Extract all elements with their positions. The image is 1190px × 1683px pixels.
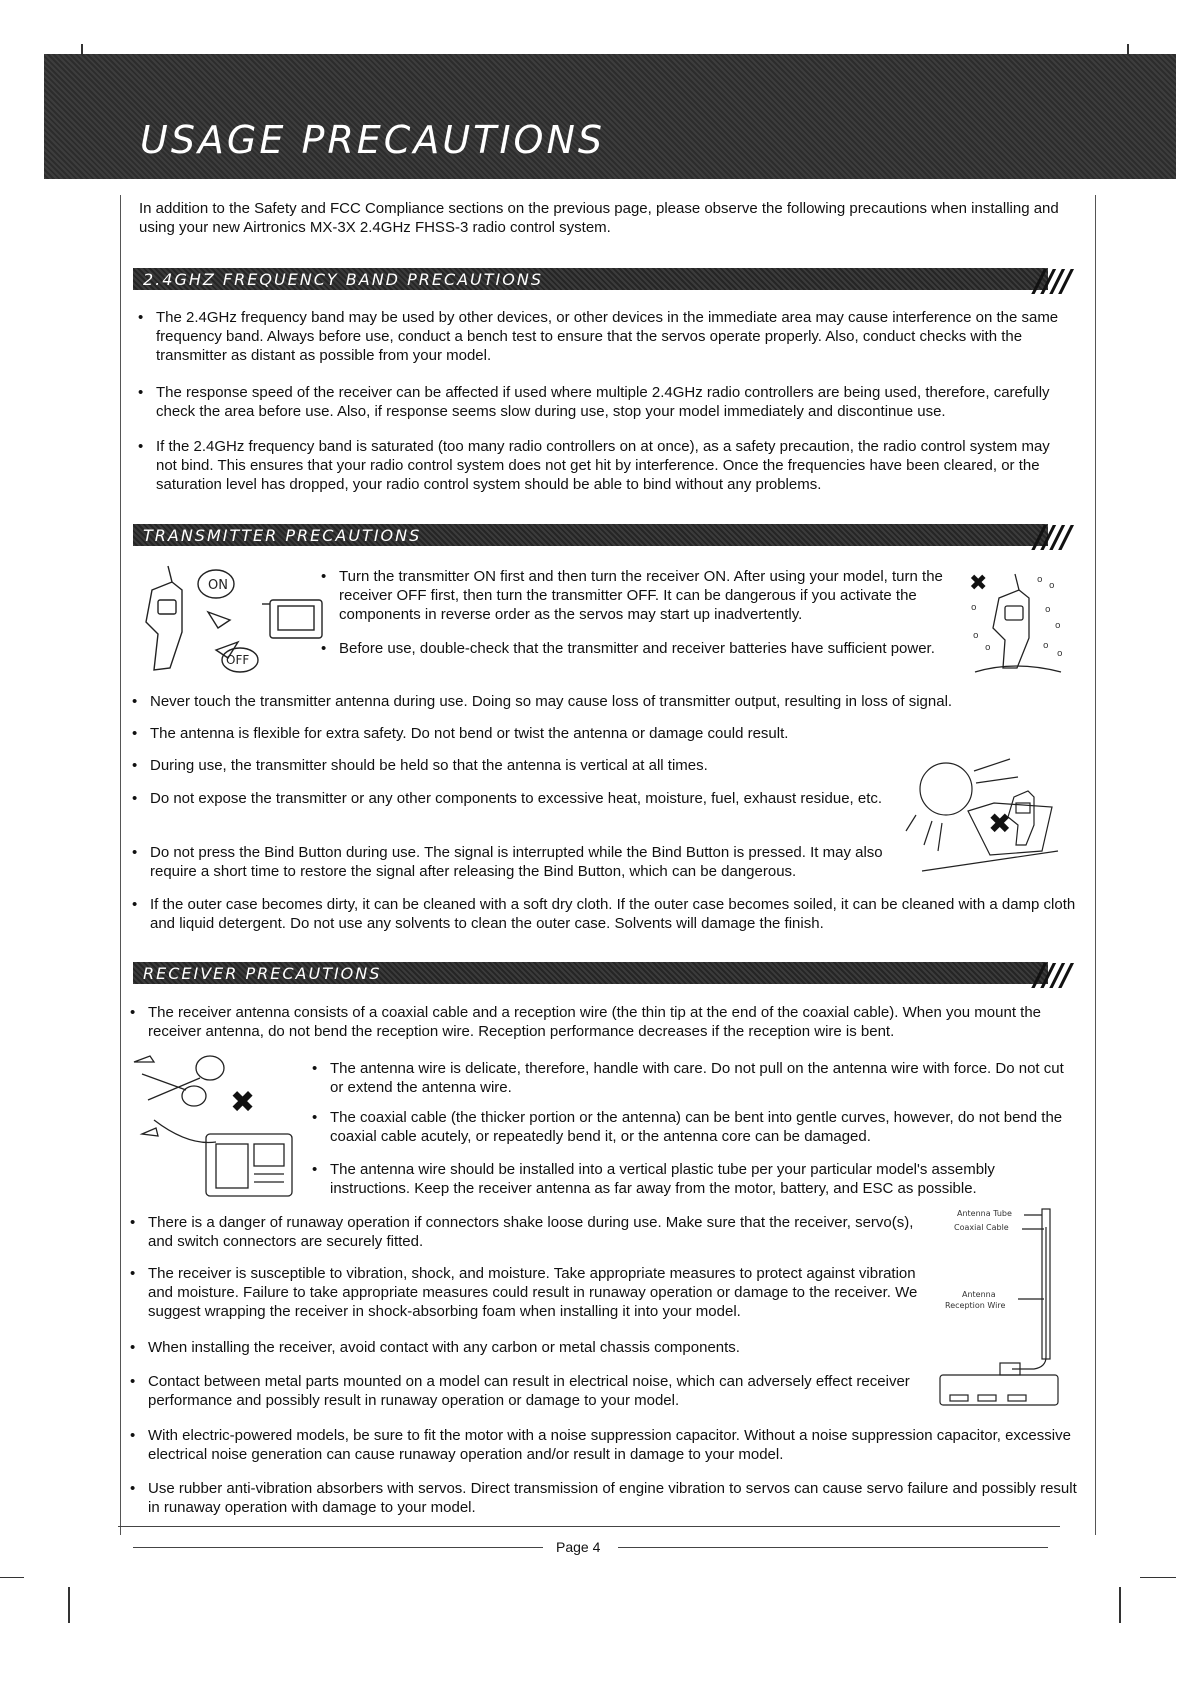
svg-text:o: o [1037, 575, 1043, 585]
list-item: • If the 2.4GHz frequency band is saturated (too many radio controllers on at once), as a safety precaution, the radio control system may not bind. This ensures that your radio control system does not get hit by interference. Once the frequencies have been cleared, or the saturation level has dropped, your radio control system should be able to bind without any problems. [156, 437, 1071, 494]
intro-paragraph: In addition to the Safety and FCC Compliance sections on the previous page, please observe the following precautions when installing and using your new Airtronics MX-3X 2.4GHz FHSS-3 radio control system. [139, 200, 1059, 236]
svg-text:✖: ✖ [230, 1085, 256, 1120]
sun-heat-illustration [902, 755, 1062, 875]
svg-text:o: o [1045, 605, 1051, 615]
svg-text:o: o [1055, 621, 1061, 631]
right-rule [1095, 195, 1096, 1535]
list-item: • The antenna is flexible for extra safety. Do not bend or twist the antenna or damage could result. [150, 724, 1080, 743]
slash-decoration: //// [1034, 958, 1070, 993]
crop-mark [68, 1587, 70, 1623]
svg-text:o: o [973, 631, 979, 641]
crop-mark [1119, 1587, 1121, 1623]
list-item: • The antenna wire is delicate, therefore, handle with care. Do not pull on the antenna wire with force. Do not cut or extend the antenna wire. [330, 1059, 1070, 1097]
antenna-tube-label: Antenna Tube [957, 1209, 1012, 1218]
off-label: OFF [226, 653, 250, 667]
section-title: RECEIVER PRECAUTIONS [143, 964, 382, 983]
scissors-receiver-illustration [128, 1050, 308, 1200]
list-item: • Do not expose the transmitter or any other components to excessive heat, moisture, fuel, exhaust residue, etc. [150, 789, 885, 808]
svg-text:✖: ✖ [988, 807, 1012, 840]
list-item: • There is a danger of runaway operation if connectors shake loose during use. Make sure that the receiver, servo(s), and switch connectors are securely fitted. [148, 1213, 938, 1251]
list-item: • The antenna wire should be installed into a vertical plastic tube per your particular model's assembly instructions. Keep the receiver antenna as far away from the motor, battery, and ESC as possible. [330, 1160, 1070, 1198]
reception-wire-label: Reception Wire [945, 1301, 1006, 1310]
page-title: USAGE PRECAUTIONS [140, 118, 606, 162]
svg-text:✖: ✖ [969, 571, 988, 596]
page-number: Page 4 [556, 1539, 601, 1555]
list-item: • With electric-powered models, be sure to fit the motor with a noise suppression capacitor. Without a noise suppression capacitor, excessive electrical noise generation can cause runaway operation and/or result in damage to your model. [148, 1426, 1078, 1464]
list-item: • The response speed of the receiver can be affected if used where multiple 2.4GHz radio controllers are being used, therefore, carefully check the area before use. Also, if response seems slow during use, stop your model immediately and discontinue use. [156, 383, 1071, 421]
list-item: • The coaxial cable (the thicker portion or the antenna) can be bent into gentle curves, however, do not bend the coaxial cable acutely, or repeatedly bend it, or the antenna core can be damaged. [330, 1108, 1070, 1146]
list-item: • Use rubber anti-vibration absorbers with servos. Direct transmission of engine vibration to servos can cause servo failure and possibly result in runaway operation with damage to your model. [148, 1479, 1078, 1517]
list-item: • During use, the transmitter should be held so that the antenna is vertical at all times. [150, 756, 1080, 775]
section-header-frequency [133, 264, 1070, 299]
section-title: 2.4GHZ FREQUENCY BAND PRECAUTIONS [143, 270, 543, 289]
section-title: TRANSMITTER PRECAUTIONS [143, 526, 422, 545]
left-rule [120, 195, 121, 1535]
coaxial-cable-label: Coaxial Cable [954, 1223, 1009, 1232]
slash-decoration: //// [1034, 520, 1070, 555]
footer-line-left [133, 1547, 543, 1548]
svg-text:o: o [1057, 649, 1063, 659]
list-item: • Do not press the Bind Button during use. The signal is interrupted while the Bind Button is pressed. It may also require a short time to restore the signal after releasing the Bind Button, which can be dangerous. [150, 843, 885, 881]
svg-text:o: o [971, 603, 977, 613]
list-item: • Turn the transmitter ON first and then turn the receiver ON. After using your model, turn the receiver OFF first, then turn the transmitter OFF. It can be dangerous if you activate the components in reverse order as the servos may start up inadvertently. [339, 567, 951, 624]
list-item: • Never touch the transmitter antenna during use. Doing so may cause loss of transmitter output, resulting in loss of signal. [150, 692, 1080, 711]
section-header-receiver [133, 958, 1070, 993]
list-item: • The receiver antenna consists of a coaxial cable and a reception wire (the thin tip at the end of the coaxial cable). When you mount the receiver antenna, do not bend the reception wire. Reception performance decreases if the reception wire is bent. [148, 1003, 1078, 1041]
transmitter-moisture-illustration [965, 568, 1065, 678]
list-item: • If the outer case becomes dirty, it can be cleaned with a soft dry cloth. If the outer case becomes soiled, it can be cleaned with a damp cloth and liquid detergent. Do not use any solvents to clean the outer case. Solvents will damage the finish. [150, 895, 1080, 933]
section-header-transmitter [133, 520, 1070, 555]
crop-mark [0, 1577, 24, 1578]
svg-text:o: o [985, 643, 991, 653]
footer-rule [118, 1526, 1060, 1527]
list-item: • Contact between metal parts mounted on a model can result in electrical noise, which can adversely effect receiver performance and possibly result in runaway operation or damage to your model. [148, 1372, 938, 1410]
antenna-label: Antenna [962, 1290, 996, 1299]
list-item: • The receiver is susceptible to vibration, shock, and moisture. Take appropriate measures to protect against vibration and moisture. Failure to take appropriate measures could result in runaway operation or damage to the receiver. We suggest wrapping the receiver in shock-absorbing foam when installing it into your model. [148, 1264, 938, 1321]
footer-line-right [618, 1547, 1048, 1548]
list-item: • When installing the receiver, avoid contact with any carbon or metal chassis components. [148, 1338, 938, 1357]
svg-text:o: o [1049, 581, 1055, 591]
list-item: • The 2.4GHz frequency band may be used by other devices, or other devices in the immediate area may cause interference on the same frequency band. Always before use, conduct a bench test to ensure that the servos operate properly. Also, conduct checks with the transmitter as distant as possible from your model. [156, 308, 1071, 365]
crop-mark [1140, 1577, 1176, 1578]
slash-decoration: //// [1034, 264, 1070, 299]
svg-text:o: o [1043, 641, 1049, 651]
transmitter-on-off-illustration [132, 560, 332, 680]
on-label: ON [208, 578, 228, 593]
list-item: • Before use, double-check that the transmitter and receiver batteries have sufficient power. [339, 639, 951, 658]
